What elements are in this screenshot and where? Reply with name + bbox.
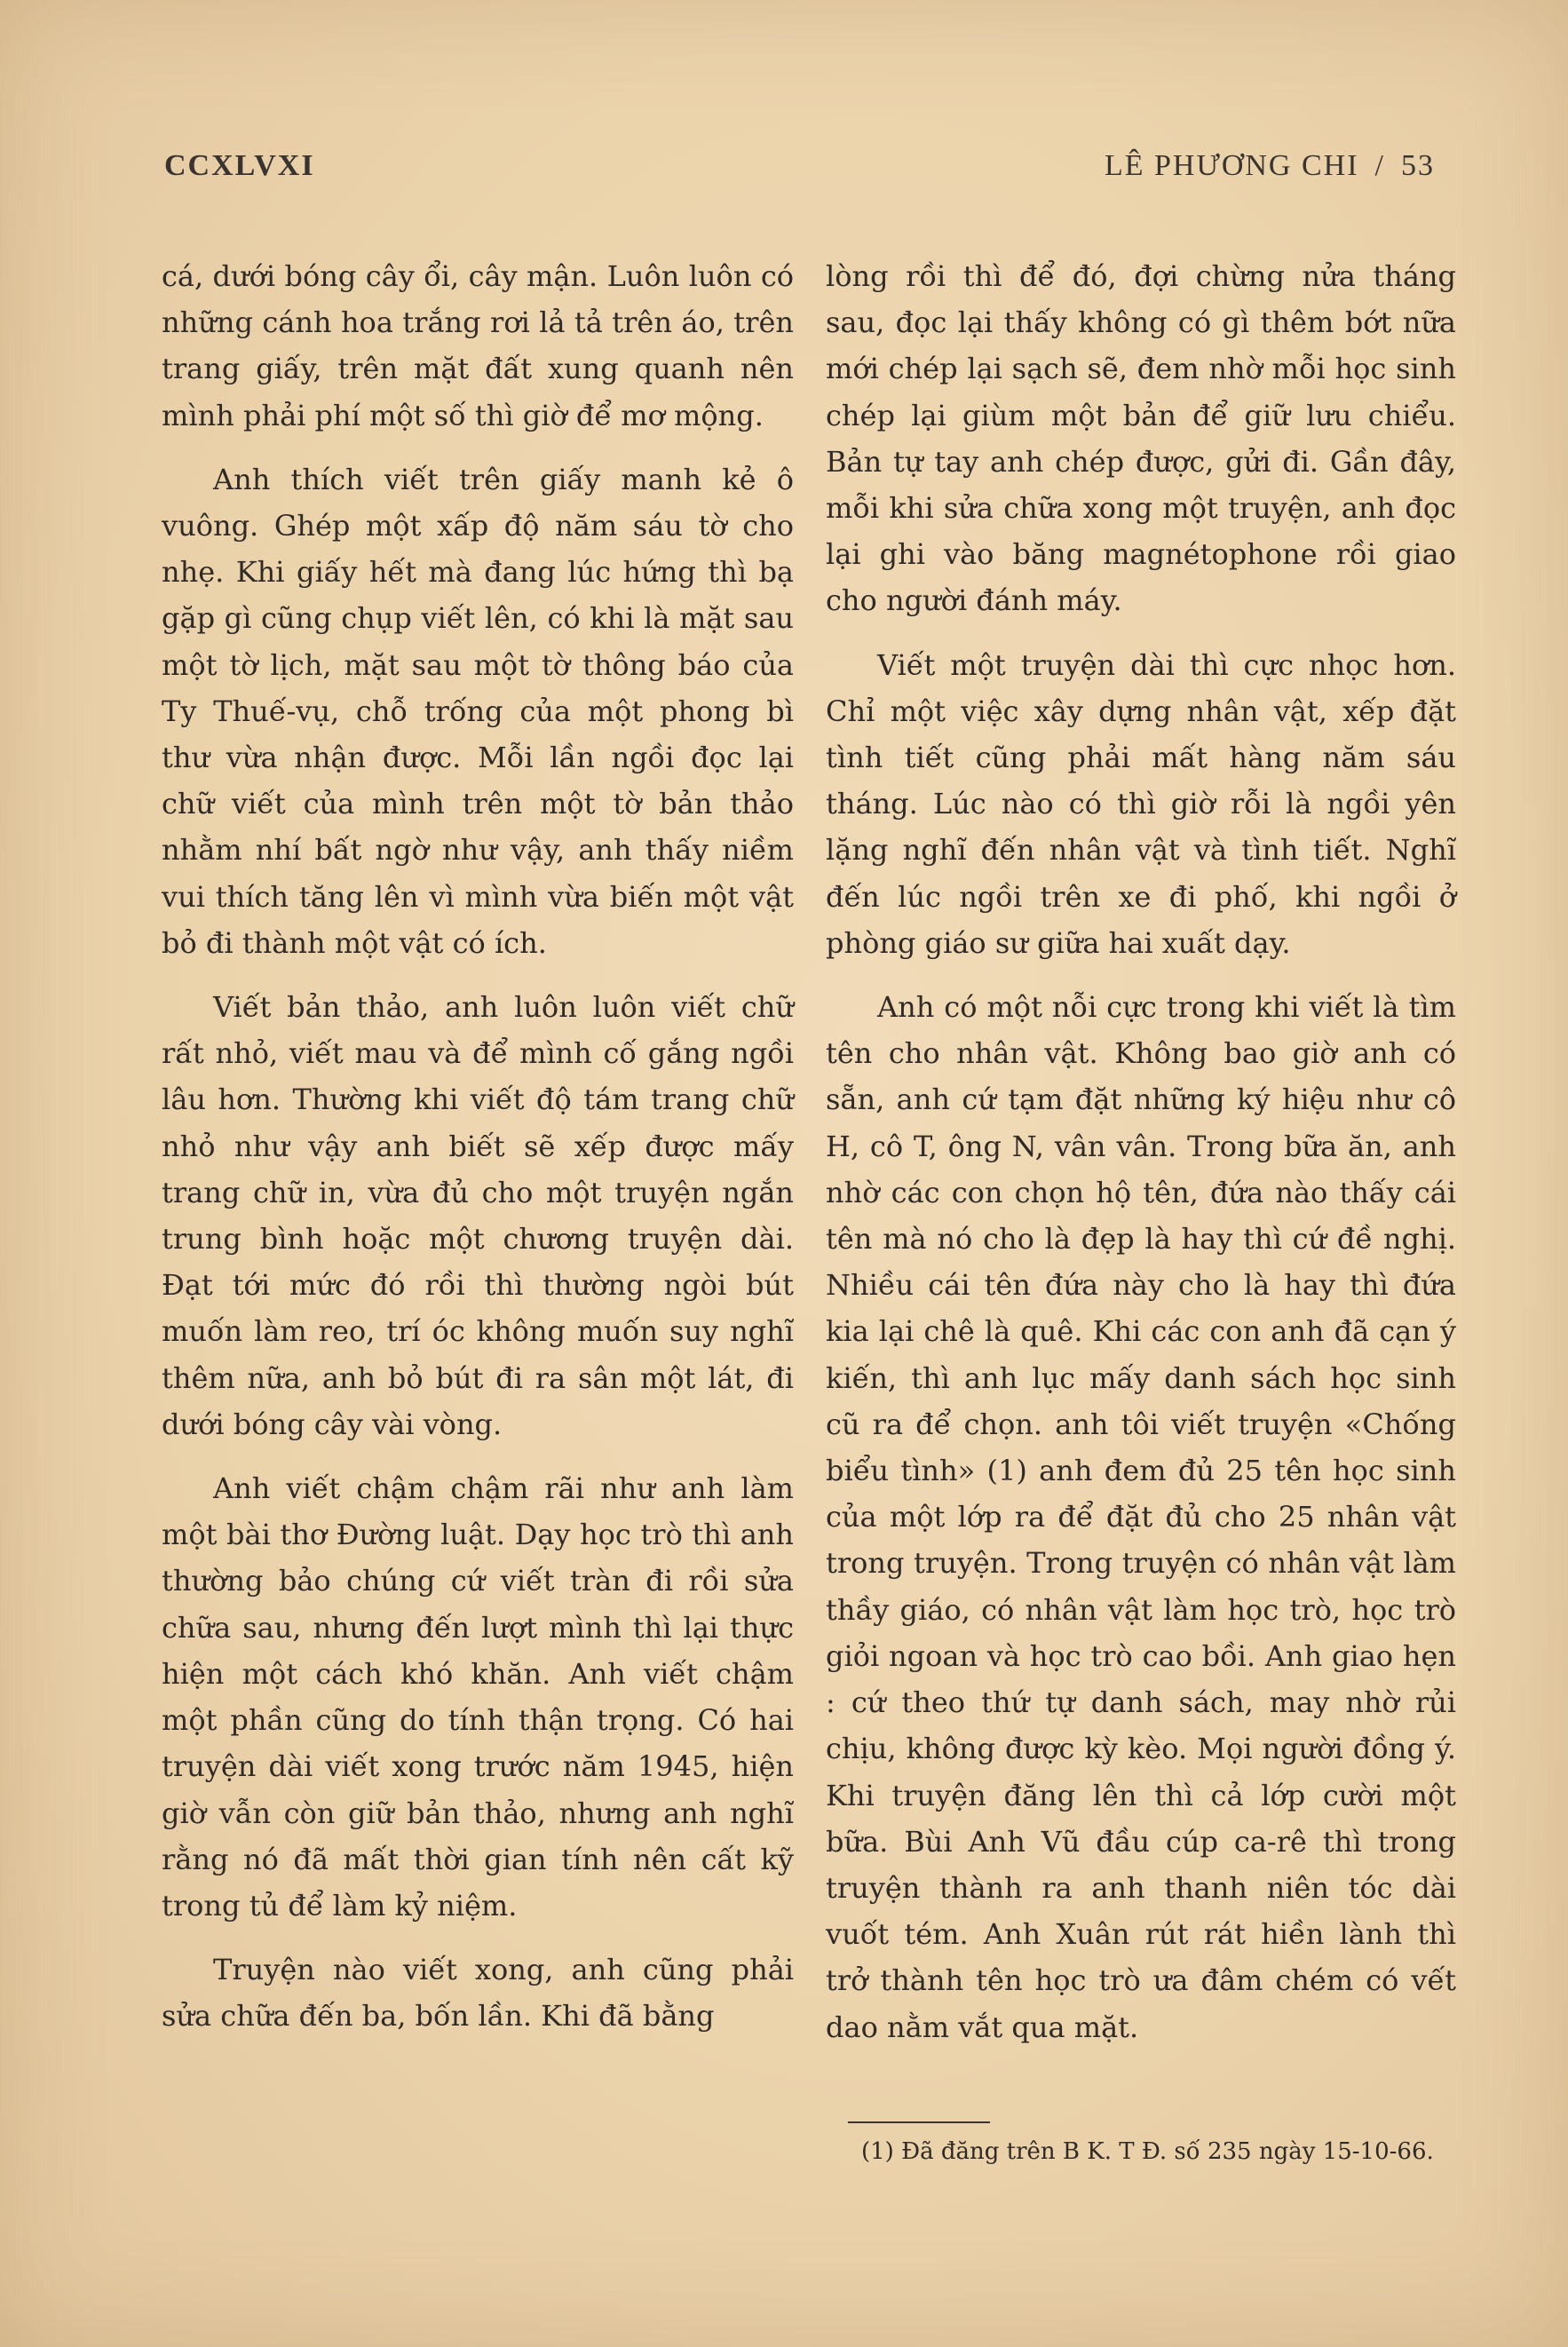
paragraph: Viết bản thảo, anh luôn luôn viết chữ rất nhỏ, viết mau và để mình cố gắng ngồi lâu hơn. Thường khi viết độ tám trang chữ nhỏ như vậy anh biết sẽ xếp được mấy trang chữ in, vừa đủ cho một truyện ngắn trung bình hoặc một chương truyện dài. Đạt tới mức đó rồi thì thường ngòi bút muốn làm reo, trí óc không muốn suy nghĩ thêm nữa, anh bỏ bút đi ra sân một lát, đi dưới bóng cây vài vòng.	[162, 990, 794, 1441]
footnote-divider	[848, 2121, 990, 2123]
author-name: LÊ PHƯƠNG CHI	[1104, 149, 1359, 182]
left-text-column	[162, 253, 794, 2058]
running-header-left: CCXLVXI	[164, 149, 315, 182]
header-separator: /	[1374, 149, 1385, 182]
paragraph: lòng rồi thì để đó, đợi chừng nửa tháng sau, đọc lại thấy không có gì thêm bớt nữa mới chép lại sạch sẽ, đem nhờ mỗi học sinh chép lại giùm một bản để giữ lưu chiểu. Bản tự tay anh chép được, gửi đi. Gần đây, mỗi khi sửa chữa xong một truyện, anh đọc lại ghi vào băng magnétophone rồi giao cho người đánh máy.	[826, 259, 1456, 618]
paragraph: Anh viết chậm chậm rãi như anh làm một bài thơ Đường luật. Dạy học trò thì anh thường bảo chúng cứ viết tràn đi rồi sửa chữa sau, nhưng đến lượt mình thì lại thực hiện một cách khó khăn. Anh viết chậm một phần cũng do tính thận trọng. Có hai truyện dài viết xong trước năm 1945, hiện giờ vẫn còn giữ bản thảo, nhưng anh nghĩ rằng nó đã mất thời gian tính nên cất kỹ trong tủ để làm kỷ niệm.	[162, 1471, 794, 1923]
running-header-right	[1105, 149, 1435, 183]
page-number: 53	[1401, 149, 1435, 182]
paragraph: Truyện nào viết xong, anh cũng phải sửa chữa đến ba, bốn lần. Khi đã bằng	[162, 1953, 794, 2034]
paragraph: Anh có một nỗi cực trong khi viết là tìm tên cho nhân vật. Không bao giờ anh có sẵn, anh cứ tạm đặt những ký hiệu như cô H, cô T, ông N, vân vân. Trong bữa ăn, anh nhờ các con chọn hộ tên, đứa nào thấy cái tên mà nó cho là đẹp là hay thì cứ đề nghị. Nhiều cái tên đứa này cho là hay thì đứa kia lại chê là quê. Khi các con anh đã cạn ý kiến, thì anh lục mấy danh sách học sinh cũ ra để chọn. anh tôi viết truyện «Chống biểu tình» (1) anh đem đủ 25 tên học sinh của một lớp ra để đặt đủ cho 25 nhân vật trong truyện. Trong truyện có nhân vật làm thầy giáo, có nhân vật làm học trò, học trò giỏi ngoan và học trò cao bồi. Anh giao hẹn : cứ theo thứ tự danh sách, may nhờ rủi chịu, không được kỳ kèo. Mọi người đồng ý. Khi truyện đăng lên thì cả lớp cười một bữa. Bùi Anh Vũ đầu cúp ca-rê thì trong truyện thành ra anh thanh niên tóc dài vuốt tém. Anh Xuân rút rát hiền lành thì trở thành tên học trò ưa đâm chém có vết dao nằm vắt qua mặt.	[826, 990, 1456, 2044]
paragraph: Viết một truyện dài thì cực nhọc hơn. Chỉ một việc xây dựng nhân vật, xếp đặt tình tiết cũng phải mất hàng năm sáu tháng. Lúc nào có thì giờ rỗi là ngồi yên lặng nghĩ đến nhân vật và tình tiết. Nghĩ đến lúc ngồi trên xe đi phố, khi ngồi ở phòng giáo sư giữa hai xuất dạy.	[826, 647, 1456, 960]
paragraph: Anh thích viết trên giấy manh kẻ ô vuông. Ghép một xấp độ năm sáu tờ cho nhẹ. Khi giấy hết mà đang lúc hứng thì bạ gặp gì cũng chụp viết lên, có khi là mặt sau một tờ lịch, mặt sau một tờ thông báo của Ty Thuế-vụ, chỗ trống của một phong bì thư vừa nhận được. Mỗi lần ngồi đọc lại chữ viết của mình trên một tờ bản thảo nhằm nhí bất ngờ như vậy, anh thấy niềm vui thích tăng lên vì mình vừa biến một vật bỏ đi thành một vật có ích.	[162, 462, 794, 960]
footnote: (1) Đã đăng trên B K. T Đ. số 235 ngày 15-10-66.	[861, 2138, 1434, 2165]
right-text-column	[826, 253, 1456, 2068]
paragraph: cá, dưới bóng cây ổi, cây mận. Luôn luôn có những cánh hoa trắng rơi lả tả trên áo, trên trang giấy, trên mặt đất xung quanh nên mình phải phí một số thì giờ để mơ mộng.	[162, 259, 794, 432]
